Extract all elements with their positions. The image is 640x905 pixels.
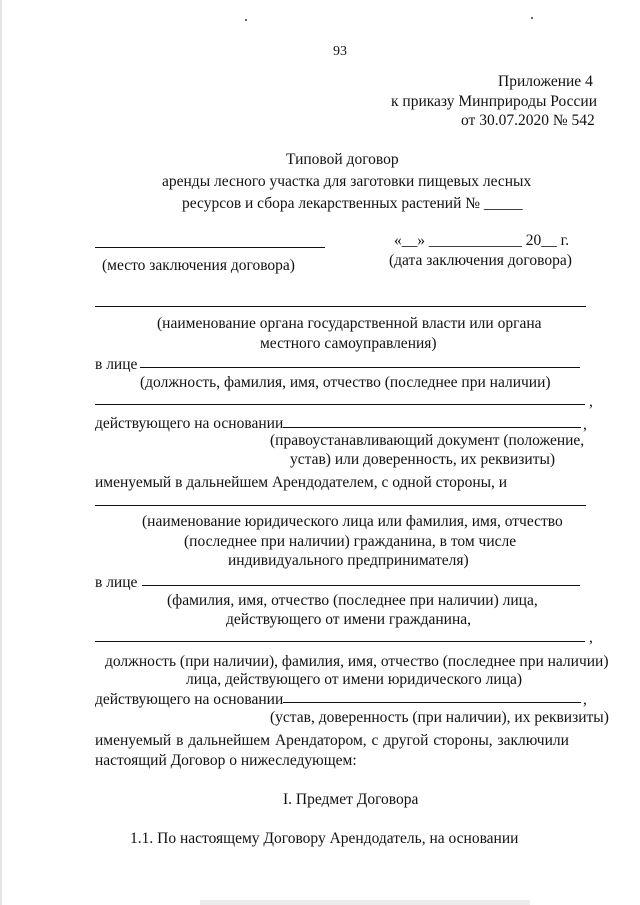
lessee-acting-basis-label: действующего на основании	[95, 691, 284, 708]
section-1-heading: I. Предмет Договора	[283, 791, 419, 808]
lessor-comma-2: ,	[583, 416, 587, 433]
lessee-person-caption-2: действующего от имени гражданина,	[226, 611, 471, 628]
scan-bottom-shadow	[200, 900, 530, 905]
place-caption: (место заключения договора)	[102, 257, 295, 274]
lessor-basis-field-line	[283, 427, 581, 428]
lessor-org-field-line	[95, 306, 586, 307]
lessee-in-person-label: в лице	[95, 574, 138, 591]
lessor-basis-caption-1: (правоустанавливающий документ (положение,	[270, 432, 585, 449]
lessor-comma-1: ,	[589, 393, 593, 410]
lessee-named-text-2: настоящий Договор о нижеследующем:	[95, 752, 357, 769]
doc-title-line-2: аренды лесного участка для заготовки пищевых лесных	[162, 173, 532, 190]
lessee-entity-caption-1: (наименование юридического лица или фамилия, имя, отчество	[142, 513, 563, 530]
appendix-line-3: от 30.07.2020 № 542	[461, 112, 595, 129]
lessor-basis-caption-2: устав) или доверенность, их реквизиты)	[290, 451, 556, 468]
lessee-entity-caption-2: (последнее при наличии) гражданина, в том числе	[184, 533, 517, 550]
lessor-person-field-line-2	[95, 404, 585, 405]
doc-title-line-3: ресурсов и сбора лекарственных растений № _____	[182, 195, 523, 212]
date-field: «__» ____________ 20__ г.	[394, 232, 570, 249]
appendix-line-2: к приказу Минприроды России	[391, 93, 598, 110]
lessee-basis-caption: (устав, доверенность (при наличии), их реквизиты)	[270, 709, 609, 726]
lessee-person-caption-1: (фамилия, имя, отчество (последнее при наличии) лица,	[167, 592, 538, 609]
lessor-org-caption-2: местного самоуправления)	[260, 335, 437, 352]
appendix-line-1: Приложение 4	[498, 73, 593, 90]
lessee-person-field-line-2	[95, 641, 585, 642]
lessor-named-text: именуемый в дальнейшем Арендодателем, с одной стороны, и	[95, 474, 508, 491]
page-number: 93	[333, 44, 347, 59]
scan-speck	[531, 17, 533, 19]
lessee-basis-field-line	[283, 702, 581, 703]
lessee-comma-1: ,	[589, 629, 593, 646]
lessee-entity-caption-3: индивидуального предпринимателя)	[228, 552, 469, 569]
lessor-in-person-label: в лице	[95, 356, 138, 373]
lessee-comma-2: ,	[583, 691, 587, 708]
lessee-named-text-1: именуемый в дальнейшем Арендатором, с другой стороны, заключили	[95, 732, 569, 749]
lessee-person-caption-4: лица, действующего от имени юридического лица)	[186, 671, 523, 688]
lessee-person-field-line	[142, 585, 580, 586]
scan-speck	[245, 19, 247, 21]
lessor-person-caption: (должность, фамилия, имя, отчество (последнее при наличии)	[140, 374, 551, 391]
lessor-acting-basis-label: действующего на основании	[95, 415, 284, 432]
place-field-line	[95, 247, 325, 248]
lessee-entity-field-line	[95, 505, 586, 506]
lessor-org-caption-1: (наименование органа государственной власти или органа	[157, 315, 542, 332]
lessor-person-field-line	[140, 367, 580, 368]
lessee-person-caption-3: должность (при наличии), фамилия, имя, отчество (последнее при наличии)	[105, 653, 609, 670]
scan-edge-shadow	[0, 0, 2, 905]
clause-1-1: 1.1. По настоящему Договору Арендодатель, на основании	[130, 830, 519, 847]
date-caption: (дата заключения договора)	[389, 252, 572, 269]
doc-title-line-1: Типовой договор	[286, 151, 399, 168]
